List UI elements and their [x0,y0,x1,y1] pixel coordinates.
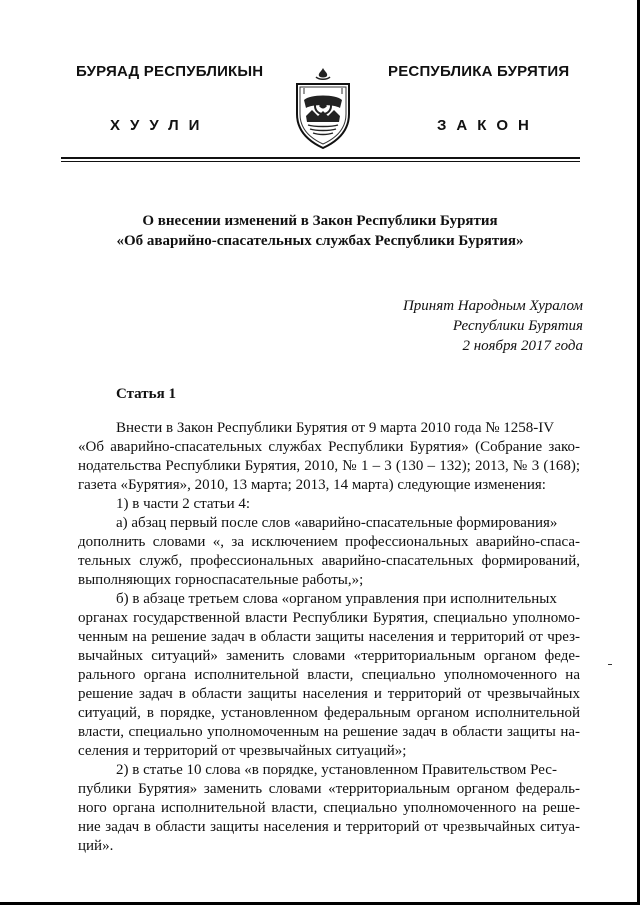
margin-mark [608,664,612,665]
text-line: ченным на решение задач в области защиты населения и территорий от чрез- [78,629,580,645]
text-line: рального органа исполнительной власти, специально уполномоченного на [78,667,580,683]
text-line: «Об аварийно-спасательных службах Республики Бурятия» (Собрание зако- [78,439,580,455]
text-line: ситуаций, в порядке, установленном федеральным органом исполнительной [78,705,580,721]
adoption-line-2: Республики Бурятия [452,318,583,334]
text-line: 1) в части 2 статьи 4: [116,496,251,512]
law-title-line-1: О внесении изменений в Закон Республики Бурятия [142,213,498,229]
text-line: ние задач в области защиты населения и территорий от чрезвычайных ситуа- [78,819,580,835]
text-line: власти, специально уполномоченным на решение задач в области защиты на- [78,724,580,740]
text-line: ций». [78,838,114,854]
text-line: а) абзац первый после слов «аварийно-спасательные формирования» [116,515,558,531]
text-line: нодательства Республики Бурятия, 2010, № 1 – 3 (130 – 132); 2013, № 3 (168); [78,458,580,474]
text-line: ного органа исполнительной власти, специально уполномоченного на реше- [78,800,580,816]
text-line: дополнить словами «, за исключением профессиональных аварийно-спаса- [78,534,580,550]
buryat-republic-name: БУРЯАД РЕСПУБЛИКЫН [76,63,264,80]
text-line: публики Бурятия» заменить словами «территориальным органом федераль- [78,781,580,797]
coat-of-arms-emblem [292,64,354,150]
russian-law-word: ЗАКОН [437,117,539,134]
text-line: выполняющих горноспасательные работы,»; [78,572,364,588]
text-line: б) в абзаце третьем слова «органом управления при исполнительных [116,591,557,607]
adoption-line-1: Принят Народным Хуралом [402,298,583,314]
header-rule-thin [61,161,580,162]
text-line: селения и территорий от чрезвычайных ситуаций»; [78,743,407,759]
law-title-line-2: «Об аварийно-спасательных службах Республики Бурятия» [116,233,524,249]
header-rule-thick [61,157,580,159]
text-line: Внести в Закон Республики Бурятия от 9 марта 2010 года № 1258-IV [116,420,555,436]
article-heading: Статья 1 [116,386,176,402]
russian-republic-name: РЕСПУБЛИКА БУРЯТИЯ [388,63,570,80]
text-line: газета «Бурятия», 2010, 13 марта; 2013, 14 марта) следующие изменения: [78,477,546,493]
buryat-law-word: ХУУЛИ [110,117,210,134]
text-line: органах государственной власти Республики Бурятия, специально уполномо- [78,610,580,626]
text-line: тельных служб, профессиональных аварийно-спасательных формирований, [78,553,580,569]
text-line: решение задач в области защиты населения и территорий от чрезвычайных [78,686,580,702]
adoption-date: 2 ноября 2017 года [462,338,583,354]
text-line: вычайных ситуаций» заменить словами «территориальным органом феде- [78,648,580,664]
text-line: 2) в статье 10 слова «в порядке, установленном Правительством Рес- [116,762,557,778]
